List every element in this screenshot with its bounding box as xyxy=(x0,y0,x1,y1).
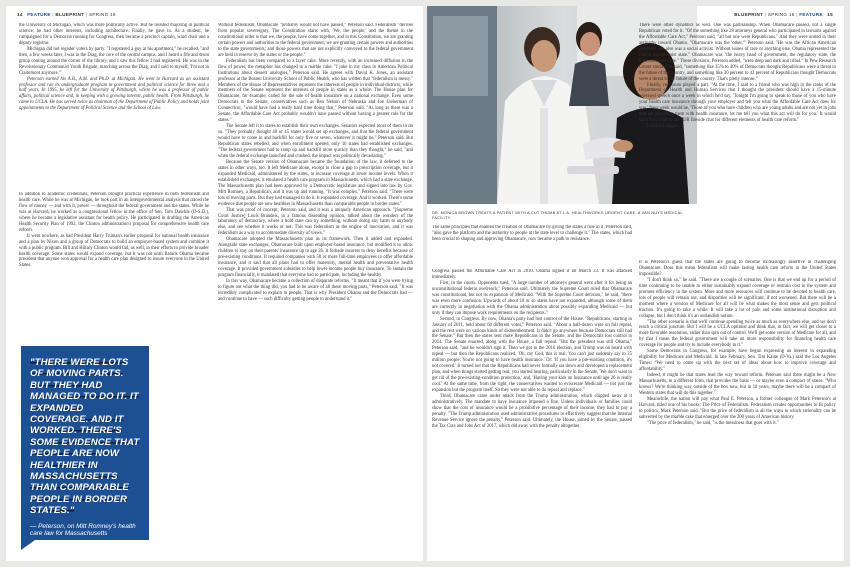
paragraph: Congress passed the Affordable Care Act in 2010. Obama signed it on March 23. It was attacked immediately. xyxy=(432,269,632,280)
paragraph: The Senate left it to states to establish their own exchanges. Senators expected most of them to do so. "They probably thought 40 or 45 states would set up exchanges, and that the federal government would have to come in and backfill for only five or seven, whatever it might be," Peterson said. But Republican states rebelled, and when enrollment opened, only 16 states had established exchanges. "The federal government had to ramp up and backfill more quickly than they thought," he said, "and when the federal exchange launched and crashed, the impact was politically devastating." xyxy=(218,124,413,159)
paragraph: Because the Senate version of Obamacare became the foundation of the law, it deferred to the states in other ways, too. It left Medicare alone, except to close a gap in prescription coverage, but it expanded Medicaid, administered by the states, to increase coverage at lower income levels. When it established exchanges, it emulated a health care program in Massachusetts, which had a state exchange. The Massachusetts plan had been approved by a Democratic legislature and signed into law by Gov. Mitt Romney, a Republican, and it was up and running. "It was complex," Peterson said. "There were lots of moving parts. But they had managed to do it. It expanded coverage. And it worked. There's some evidence that people are now healthier in Massachusetts than comparable people in border states." xyxy=(218,159,413,207)
left-column-2 xyxy=(218,23,413,553)
paragraph: Federalism has been compared to a layer cake. More recently, with an increased diffusion in the flow of power, the metaphor has changed to a marble cake. "I joke in my class in American Political Institutions about dessert analogies," Peterson said. He agrees with David K. Jones, an assistant professor at the Boston University School of Public Health, who has written that "federalism is messy." Members of the House of Representatives represent the interests of people in individual districts, while members of the Senate represent the interests of people in states as a whole. The House plan for Obamacare, for example, called for the sale of health insurance on a national exchange. Even some Democrats in the Senate, conservatives such as Ben Nelson of Nebraska and Joe Lieberman of Connecticut, "would have had a really hard time doing that," Peterson said. "As long as there was a Senate, the Affordable Care Act probably wouldn't have passed without having a greater role for the states." xyxy=(218,58,413,124)
folio-section: FEATURE xyxy=(27,12,51,17)
right-column-1-top xyxy=(432,225,632,257)
page-number: 15 xyxy=(827,12,833,17)
paragraph: Indeed, it might be that states lead the way toward reform. Peterson said there might be a New Massachusetts, in a different form, that provides the basis — or maybe even a compact of states. "Who knows? We're thinking way outside of the box now, but in 10 years, maybe there will be a compact of Western states that will do this together." xyxy=(639,373,836,396)
folio-publication: BLUEPRINT xyxy=(55,12,85,17)
folio-section: FEATURE xyxy=(799,12,823,17)
right-folio: BLUEPRINT | SPRING 16 | FEATURE 15 xyxy=(734,12,833,17)
paragraph: In addition to academic credentials, Peterson brought practical experience in both federalism and health care. While he was at Michigan, he took part in an intergovernmental analysis that traced the flow of money — and with it, power — throughout the federal government and the states. While he was at Harvard, he worked as a congressional fellow in the office of Sen. Tom Daschle (D-S.D.), where he became a legislative assistant for health policy. He participated in drafting the American Health Security Plan of 1992, the Clinton administration's proposal for comprehensive health care reform. xyxy=(19,192,209,233)
paragraph: There were other dynamics as well. One was partisanship. When Obamacare passed, not a single Republican voted for it. "Of the something like 28 attorneys general who participated in lawsuits against the Affordable Care Act," Peterson said, "all but one were Republicans." And they were united in their antipathy toward Obama. "Obamacare was the 'other,'" Peterson said. "He was the African American president. He also was a social activist. Without issues of race or anything else, Obama represented the liberal expansionist state." Obamacare was "the heavy hand of government, the regulatory state, the interventionist state." These divisions, Peterson added, "were deep and dark and tribal." In Pew Research Center studies, he said, "something like 35% to 40% of Democrats thought Republicans were a threat to the future of the country, and something like 30 percent to 42 percent of Republicans thought Democrats were a threat to the future of the country. That's pretty intense." xyxy=(639,23,836,82)
pull-quote: "THERE WERE LOTS OF MOVING PARTS. BUT THEY HAD MANAGED TO DO IT. IT EXPANDED COVERAGE. AND IT WORKED. THERE'S SOME EVIDENCE THAT PEOPLE ARE NOW HEALTHIER IN MASSACHUSETTS THAN COMPARABLE PEOPLE IN BORDER STATES." xyxy=(30,357,140,517)
folio-publication: BLUEPRINT xyxy=(734,12,764,17)
paragraph: It went nowhere, as had President Harry Truman's earlier proposal for national health insurance and a plan by Nixon and a group of Democrats to build an employer-based system and combine it with a public program. Bill and Hillary Clinton would fail, as well, in their efforts to provide broader health coverage. Some states would expand coverage, but it was not until Barack Obama became president that anyone won approval for a health care plan designed to insure everyone in the United States. xyxy=(19,233,209,269)
right-column-1-bottom xyxy=(432,269,632,555)
paragraph: In this way, Obamacare became a collection of disparate reforms. "It meant that if you were trying to figure out what the thing did, you had to be aware of all these moving parts," Peterson said. "It was incredibly complicated to explain to people. That is why President Obama and the Democrats had — and continue to have — such difficulty getting people to understand it." xyxy=(218,278,413,302)
left-column-1-bottom xyxy=(19,192,209,332)
folio-issue: SPRING 16 xyxy=(767,12,795,17)
paragraph: "I don't think so," he said. "There are a couple of scenarios. One is that we end up for a period of time continuing to be unable to either sustainably expand coverage or restrain cost in the system and promote efficiency in the system. More and more resources will continue to be devoted to health care, lots of people will remain out, and disparities will be significant, if not worsened. But there will be a moment where a version of Medicare for all will be what makes the most sense and gets political traction. It's going to take a while. It will take a lot of pain and some institutional disruption and collapse, but I don't think it's an outlandish notion. xyxy=(639,277,836,319)
right-column-2-bottom xyxy=(639,260,836,556)
page-number: 14 xyxy=(17,12,23,17)
right-column-2-top xyxy=(639,23,836,251)
quote-tail xyxy=(21,540,35,550)
paragraph: Peterson earned his A.B., A.M. and Ph.D. at Michigan. He went to Harvard as an assistant professor and ran its undergraduate program in government and political science for three and a half years. In 1995, he left for the University of Pittsburgh, where he was a professor of public affairs, political science and, in keeping with a growing interest, public health. From Pittsburgh, he came to UCLA. He has served twice as chairman of the Department of Public Policy and holds joint appointments to the Department of Political Science and the School of Law. xyxy=(19,76,209,112)
paragraph: The same principles that enabled the creation of Obamacare by giving the states a role in it, Peterson said, "also gave the platform and the authority to people at the state level to challenge it." The states, which had been crucial to shaping and approving Obamacare, now became a path to resistance. xyxy=(432,225,632,242)
paragraph: It did not happen. xyxy=(647,124,681,130)
folio-issue: SPRING 16 xyxy=(89,12,116,17)
pull-quote-attribution: — Peterson, on Mitt Romney's health care law for Massachusetts xyxy=(30,522,136,538)
paragraph: Without federalism, Obamacare "probably would not have passed," Peterson said. Federalism "derives from popular sovereignty. The Constitution starts with, 'We, the people,' and the theme in the constitutional order is that we, the people, have come together, and in this Constitution, we are granting certain powers and authorities to the federal government; we are granting certain powers and authorities to the state governments; and those powers that are not explicitly conveyed to the federal government are held in reserve by the states or the people." xyxy=(218,23,413,58)
pull-quote-box xyxy=(21,346,149,540)
right-page xyxy=(427,6,844,561)
left-folio: 14 FEATURE | BLUEPRINT | SPRING 16 xyxy=(17,12,116,17)
paragraph: Meanwhile, the nation will pay what Paul E. Peterson, a former colleague of Mark Peterson's at Harvard, titled one of his books: The Price of Federalism. Federalism creates opportunities to fit policy to politics, Mark Peterson said. "But the price of federalism is all the ways in which rationality can be subverted by the marble cake that emerged over the 200 years of American history. xyxy=(639,396,836,420)
paragraph: Finally, confusion played a part. "At the time, I said to a friend who was high in the ranks of the Department of Health and Human Services that I thought the president should have a 15-minute televised speech once a week in which he'd say, 'Tonight I'm going to speak to those of you who have your health care insurance through your employer and tell you what the Affordable Care Act does for you.' Next week would be, 'Those of you who have children who are young adults and are not yet in jobs that are providing them with health insurance, let me tell you what this act will do for you.' It would have been kind of the FDR fireside chat for different elements of health care reform." xyxy=(639,82,836,124)
left-page xyxy=(6,6,423,561)
photo-caption: DR. MONICA BROWN TREATS A PATIENT WITH A CUT THUMB AT L.A. HEALTHWORKS URGENT CARE, A VAN NUYS MEDICAL FACILITY. xyxy=(432,210,683,220)
paragraph: Some Democrats in Congress, for example, have begun expressing an interest in expanding eligibility for Medicare and Medicaid. In late February, Sen. Tim Kaine (D-Va.) said the Los Angeles Times: "We need to come up with the next set of ideas about how to improve coverage and affordability." xyxy=(639,349,836,373)
paragraph: It is Peterson's guess that the states are going to become increasingly assertive in challenging Obamacare. Does this mean federalism will make lasting health care reform in the United States impossible? xyxy=(639,260,836,277)
paragraph: the University of Michigan, which was more politically active. But he resisted majoring in political science; he had other interests, including architecture. Finally, he gave in. As a student, he campaigned for a Democrat running for Congress, then became a precinct captain, ward chair and a deputy registrar. xyxy=(19,23,209,46)
paragraph: Obamacare adopted the Massachusetts plan as its framework. Then it added and expanded. Alongside state exchanges, Obamacare built upon employer-based insurance, but modified it to allow children to stay on their parents' insurance up to age 26. It forbade insurers to deny benefits because of pre-existing conditions. It required companies with 50 or more full-time employees to offer affordable insurance, and it said that all plans had to offer maternity, mental health and preventative health coverage. It provided government subsidies to help lower-income people buy insurance. To sustain the program financially, it mandated that everyone had to participate, including the healthy. xyxy=(218,237,413,279)
paragraph: First, in the courts. Opponents sued. "A large number of attorneys general went after it for being an unconstitutional federal overreach," Peterson said. Ultimately the Supreme Court ruled that Obamacare was constitutional, but not its expansion of Medicaid. "With the Supreme Court decision," he said, "there was even more confusion. Upwards of about 18 or so states have not expanded, although some of them are currently in negotiation with the Obama administration about possibly expanding Medicaid — but only if they can impose work requirements on the recipients." xyxy=(432,280,632,316)
paragraph: Third, Obamacare came under attack from the Trump administration, which chipped away at it administratively. The mandate to have insurance imposed a fine. Unless individuals or families could show that the cost of insurance would be a prohibitive percentage of their income, they had to pay a penalty. "The Trump administration used administrative procedures to effectively suggest that the Internal Revenue Service ignore the penalty," Peterson said. Ultimately, the House, joined by the Senate, passed the Tax Cuts and Jobs Act of 2017, which did away with the penalty altogether. xyxy=(432,394,632,429)
paragraph: "The other scenario is that we'll continue spending twice as much as everywhere else, and we don't reach a critical juncture. But I will be a UCLA optimist and think that, in fact, we will get closer to a more favorable resolution, rather than spin out of control. We'll get some version of Medicare for all, and by that I mean the federal government will take on more responsibility for financing health care coverage for people and try to include everybody in it." xyxy=(639,319,836,349)
paragraph: That was proof of concept, Peterson said, and it was a uniquely American approach. "[Supreme Court Justice] Louis Brandeis, in a famous dissenting opinion, talked about the wonders of the laboratory of democracy, where a bold state can try something, without doing any harm to anybody else, and see whether it works or not. This was federalism as the engine of innovation, and it was federalism as a way to accommodate diversity of views." xyxy=(218,207,413,237)
left-column-1-top xyxy=(19,23,209,173)
paragraph: "The price of federalism," he said, "is the messiness that goes with it." xyxy=(647,420,779,426)
paragraph: Second, in Congress. By now, Obama's party had lost control of the House. "Republicans, starting in January of 2011, held about 60 different votes," Peterson said. "About a half-dozen were on full repeal, and the rest were on various kinds of dismemberment. It didn't go anywhere because Democrats still had the Senate." But then the states sent more Republicans to the Senate, and the Democrats lost control in 2014. The Senate enacted, along with the House, a full repeal. "But the president was still Obama," Peterson said, "and he wouldn't sign it. Then we got to the 2016 election, and Trump was on board with repeal — but then the Republicans realized, 'Oh, my God, this is real. You can't just suddenly say to 25 million people: You're not going to have health insurance.' Or: 'If you have a pre-existing condition, it's not covered.' It turned out that the Republicans had never formally sat down and developed a replacement plan, and when things started getting real, you started hearing, particularly in the Senate, 'We don't want to get rid of the pre-existing-condition protection,' and, 'Having your kids on insurance until age 26 is really cool.' At the same time, from the right, the conservatives wanted to eviscerate Medicaid — not just the expansion but the program itself. So they were not able to do repeal and replace." xyxy=(432,316,632,394)
paragraph: Michigan did not register voters by party. "I registered a guy at his apartment," he recalled, "and then, a few weeks later, I was in the Diag, the core of the central campus, and I heard a fife and drum group coming around the corner of the library, and I saw this fellow I had registered. He was in the Revolutionary Communist Youth Brigade, marching across the Diag, and I said to myself, 'I'm not in Clairemont anymore.'" xyxy=(19,46,209,76)
